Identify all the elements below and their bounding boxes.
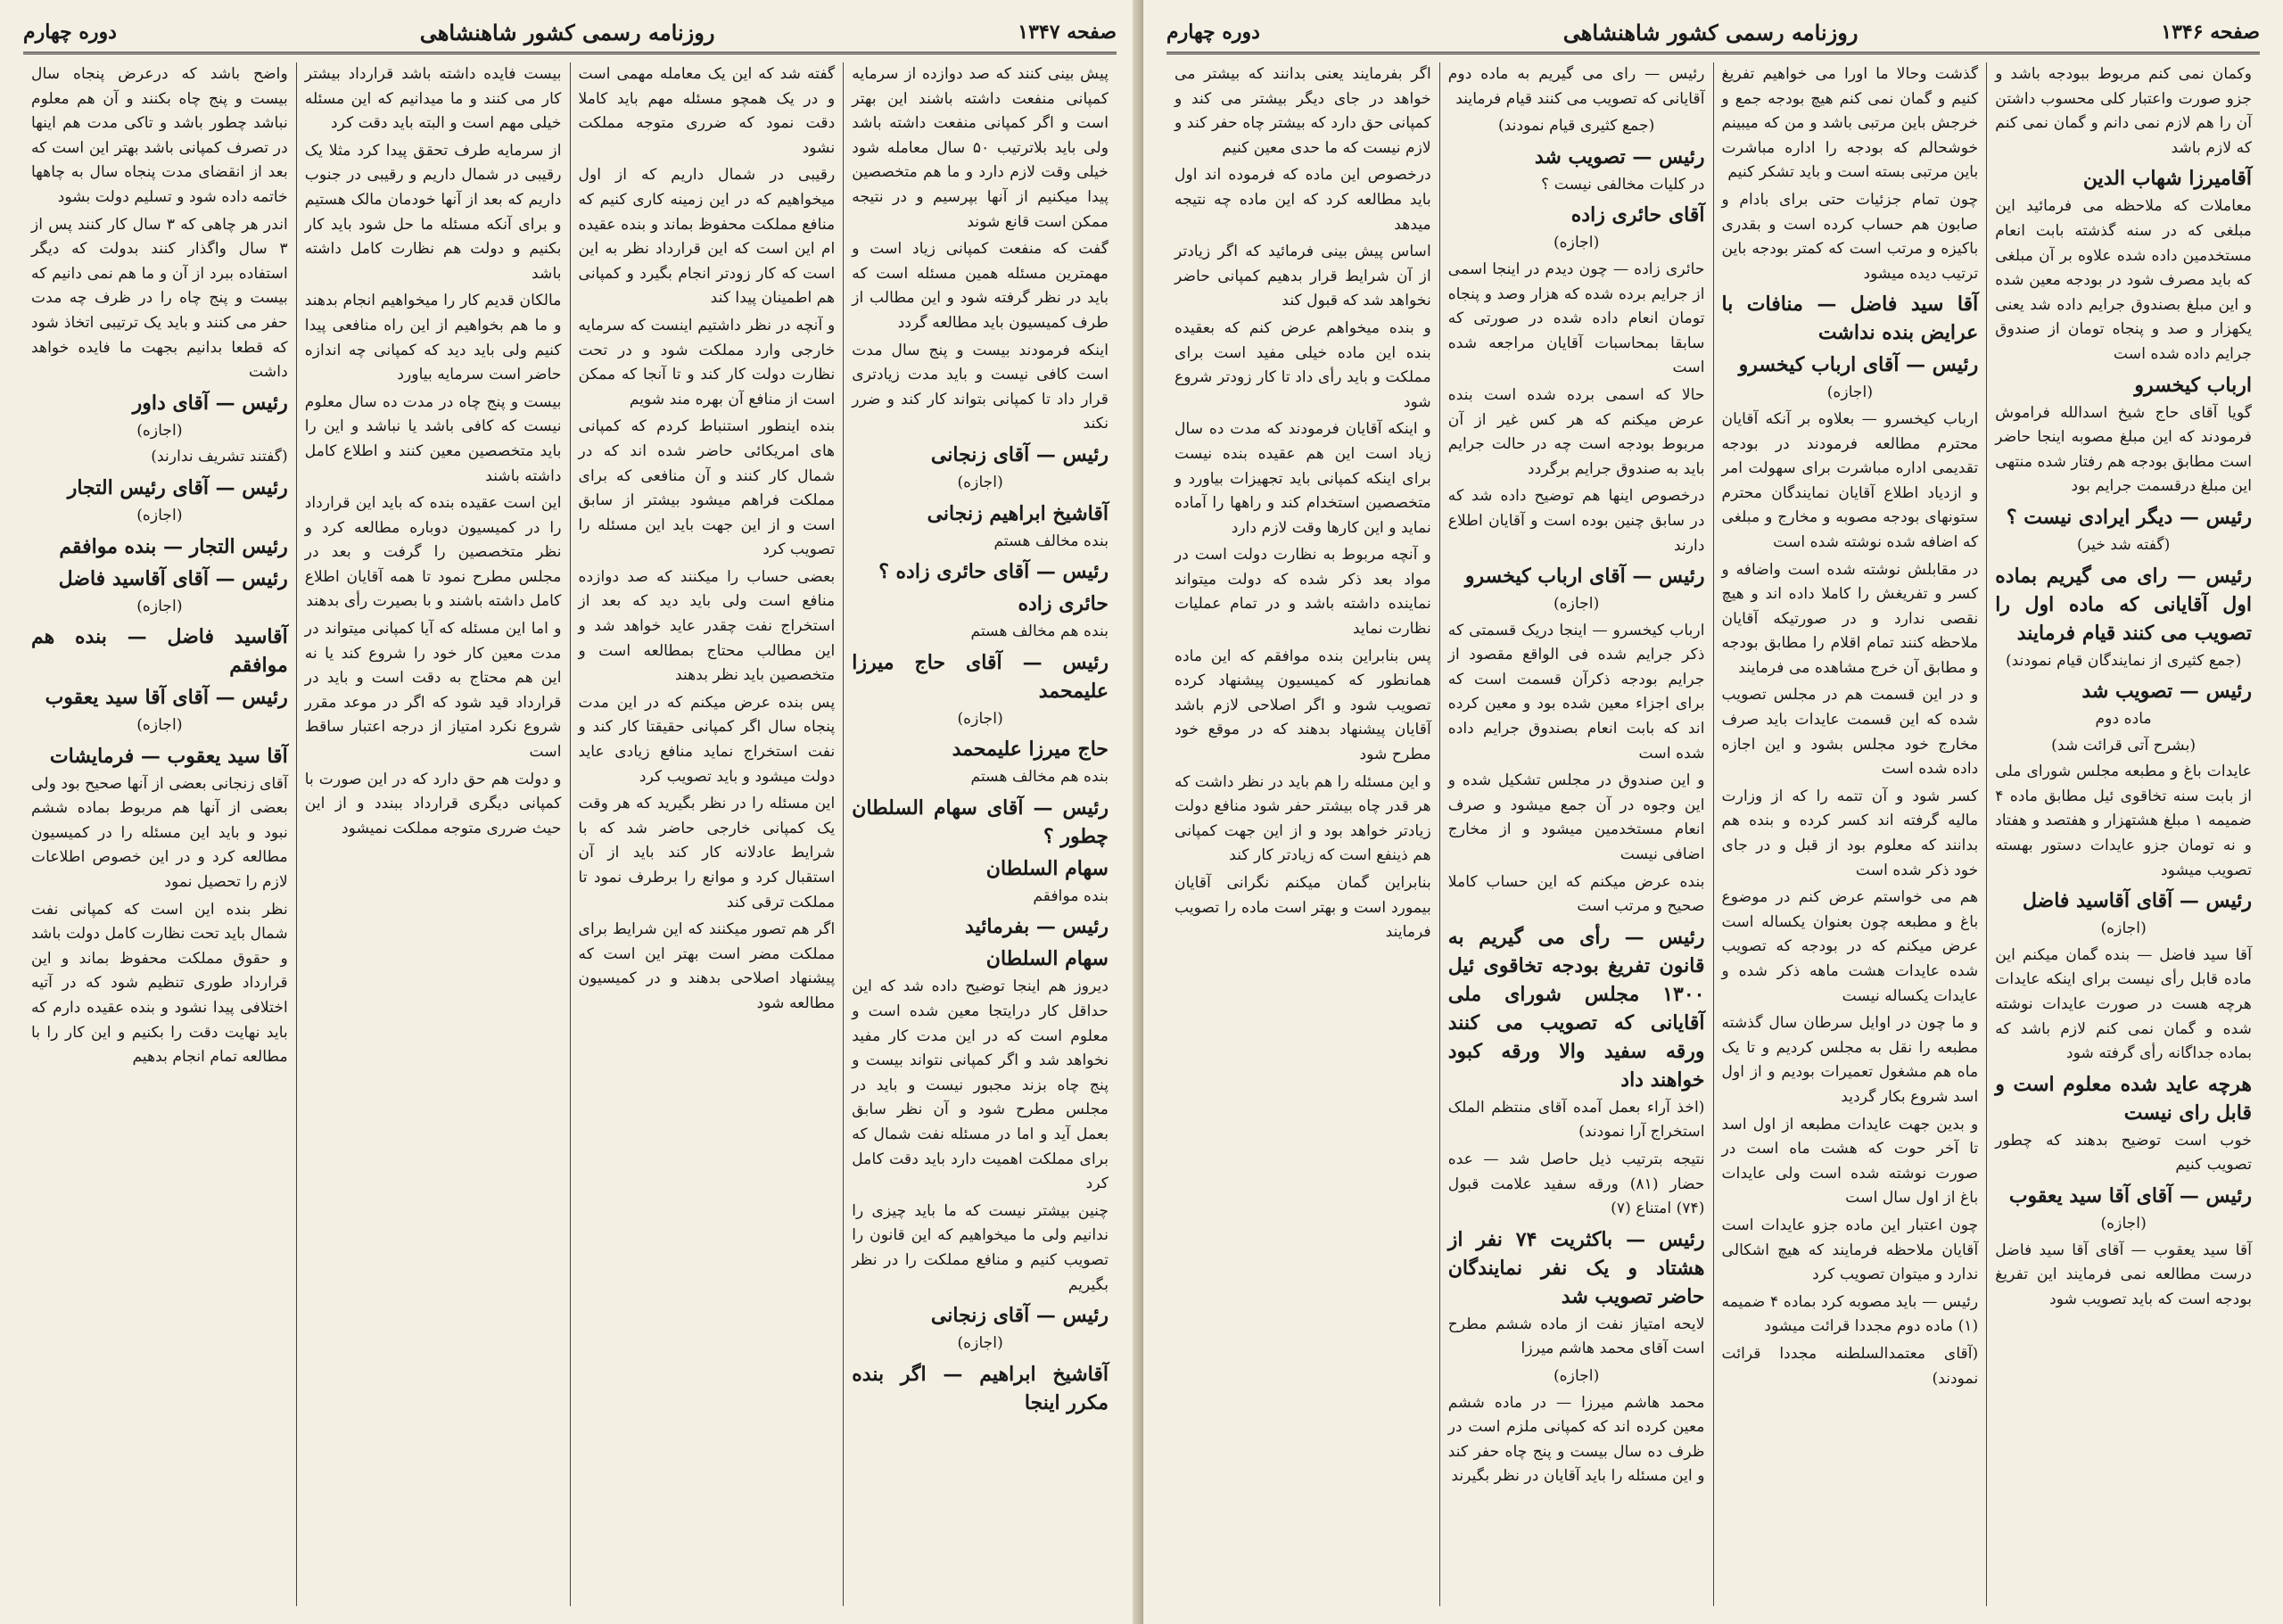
text-column [23, 62, 296, 1606]
speaker-heading: آقاسید فاضل — بنده هم موافقم [31, 625, 288, 678]
centered-note: (اجازه) [136, 506, 183, 524]
paragraph: مالکان قدیم کار را میخواهیم انجام بدهند و ما هم بخواهیم از این راه منافعی پیدا کنیم ولی باید دید که کمپانی چه اندازه حاضر است سرمایه بیاورد [304, 292, 562, 384]
text-column [843, 62, 1117, 1606]
edition-label: دوره چهارم [1166, 21, 1260, 44]
paragraph: (اخذ آراء بعمل آمده آقای منتظم الملک استخراج آرا نمودند) [1447, 1098, 1705, 1142]
paragraph: گذشت وحالا ما اورا می خواهیم تفریغ کنیم و گمان نمی کنم هیچ بودجه جمع و خرجش باین مرتبی باشد و من که میبینم خوشحالم که بودجه را اداره مباشرت باین مرتبی بسته است و باید تشکر کنیم [1721, 65, 1979, 182]
speaker-heading: رئیس — آقای آقا سید یعقوب [45, 686, 288, 710]
speaker-heading: رئیس — آقای آقاسید فاضل [2022, 889, 2252, 913]
speaker-heading: رئیس — آقای حاج میرزا علیمحمد [852, 650, 1109, 703]
speaker-heading: رئیس — آقای زنجانی [930, 442, 1109, 466]
centered-note: (اجازه) [136, 421, 183, 440]
paragraph: بنده هم مخالف هستم [970, 622, 1109, 641]
centered-note: (اجازه) [957, 1334, 1003, 1353]
speaker-heading: آقاشیخ ابراهیم — اگر بنده مکرر اینجا [852, 1362, 1109, 1414]
paragraph: خوب است توضیح بدهند که چطور تصویب کنیم [1995, 1131, 2252, 1175]
paragraph: و اینکه آقایان فرمودند که مدت ده سال زیاد است این هم عقیده بنده نیست برای اینکه کمپانی باید تجهیزات بیاورد و متخصصین استخدام کند و راهها را آماده نماید و این کارها وقت لازم دارد [1174, 420, 1431, 537]
newspaper-title: روزنامه رسمی کشور شاهنشاهی [419, 19, 715, 45]
speaker-heading: رئیس — آقای حائری زاده ؟ [878, 560, 1109, 584]
speaker-heading: رئیس — رای می گیریم بماده اول آقایانی که ماده اول را تصویب می کنند قیام فرمایند [1995, 564, 2252, 645]
centered-note: (گفته شد خیر) [2076, 535, 2171, 554]
right-page [1143, 0, 2283, 1624]
paragraph: حائری زاده — چون دیدم در اینجا اسمی از جرایم برده شده که هزار وصد و پنجاه تومان انعام داده شده در صورتی که سابقا بمحاسبات آقایان مراجعه شده است [1447, 260, 1705, 377]
paragraph: آقا سید یعقوب — آقای آقا سید فاضل درست مطالعه نمی فرمایند این تفریغ بودجه است که باید تصویب شود [1995, 1241, 2252, 1308]
left-page-columns [23, 62, 1117, 1606]
centered-note: (اجازه) [1553, 234, 1600, 252]
speaker-heading: رئیس — آقای ارباب کیخسرو [1738, 353, 1979, 377]
paragraph: حالا که اسمی برده شده است بنده عرض میکنم که هر کس غیر از آن مربوط بودجه است چه در حالت جرایم باید به صندوق جرایم برگردد [1447, 385, 1705, 478]
text-column [296, 62, 570, 1606]
paragraph: محمد هاشم میرزا — در ماده ششم معین کرده اند که کمپانی ملزم است در ظرف ده سال بیست و پنج چاه حفر کند و این مسئله را باید آقایان در نظر بگیرند [1447, 1393, 1705, 1486]
paragraph: معاملات که ملاحظه می فرمائید این مبلغی که در سنه گذشته بابت انعام مستخدمین داده شده علاوه بر آن مبلغی که باید مصرف شود در بودجه معین شده و این مبلغ بصندوق جرایم داده شد یعنی یکهزار و صد و پنجاه تومان از صندوق جرایم داده شده است [1995, 197, 2252, 363]
paragraph: و این مسئله را هم باید در نظر داشت که هر قدر چاه بیشتر حفر شود منافع دولت زیادتر خواهد بود و از این جهت کمپانی هم ذینفع است که زیادتر کار کند [1174, 772, 1431, 865]
paragraph: پس بنده عرض میکنم که در این مدت پنجاه سال اگر کمپانی حقیقتا کار کند و نفت استخراج نماید منافع زیادی عاید دولت میشود و باید تصویب کرد [578, 693, 836, 786]
paragraph: بیست فایده داشته باشد قرارداد بیشتر کار می کنند و ما میدانیم که این مسئله خیلی مهم است و البته باید دقت کرد [304, 65, 562, 133]
paragraph: و دولت هم حق دارد که در این صورت با کمپانی دیگری قرارداد ببندد و از این حیث ضرری متوجه مملکت نمیشود [304, 770, 562, 837]
text-column [570, 62, 844, 1606]
speaker-heading: رئیس — آقای سهام السلطان چطور ؟ [852, 796, 1109, 848]
paragraph: اگر بفرمایند یعنی بدانند که بیشتر می خواهد در جای دیگر بیشتر می کند و کمپانی حق دارد که بیشتر چاه حفر کند و لازم نیست که ما حدی معین کنیم [1174, 65, 1431, 157]
left-page [0, 0, 1140, 1624]
paragraph: و آنچه در نظر داشتیم اینست که سرمایه خارجی وارد مملکت شود و در تحت نظارت دولت کار کند و تا آنجا که ممکن است از منافع آن بهره مند شویم [578, 316, 836, 408]
speaker-heading: سهام السلطان [985, 947, 1109, 971]
speaker-heading: رئیس — آقای زنجانی [930, 1304, 1109, 1328]
centered-note: (اجازه) [2100, 1215, 2147, 1232]
paragraph: دیروز هم اینجا توضیح داده شد که این حداقل کار درایتجا معین شده است و معلوم است که در این مدت کار مفید نخواهد شد و اگر کمپانی نتواند بیست و پنج چاه بزند مجبور نیست و باید در مجلس مطرح شود و آن نظر سابق بعمل آید و اما در مسئله نفت شمال که برای مملکت اهمیت دارد باید دقت کامل کرد [852, 977, 1109, 1193]
speaker-heading: آقای حائری زاده [1570, 203, 1705, 227]
speaker-heading: رئیس — بفرمائید [965, 915, 1109, 939]
page-number: صفحه ۱۳۴۶ [2161, 21, 2260, 44]
paragraph: رئیس — رای می گیریم به ماده دوم آقایانی که تصویب می کنند قیام فرمایند [1447, 65, 1705, 108]
newspaper-title: روزنامه رسمی کشور شاهنشاهی [1562, 19, 1859, 45]
paragraph: این است عقیده بنده که باید این قرارداد را در کمیسیون دوباره مطالعه کرد و نظر متخصصین را گرفت و بعد در مجلس مطرح نمود تا همه آقایان اطلاع کامل داشته باشند و با بصیرت رأی بدهند [304, 494, 562, 611]
paragraph: رقیبی در شمال داریم که از اول میخواهیم که در این زمینه کاری کنیم که منافع مملکت محفوظ بماند و بنده عقیده ام این است که این قرارداد نظر به این است که کار زودتر انجام بگیرد و کمپانی هم اطمینان پیدا کند [578, 166, 836, 308]
speaker-heading: رئیس — تصویب شد [1534, 144, 1705, 169]
paragraph: گفته شد که این یک معامله مهمی است و در یک همچو مسئله مهم باید کاملا دقت نمود که ضرری متوجه مملکت نشود [578, 65, 836, 157]
paragraph: درخصوص این ماده که فرموده اند اول باید مطالعه کرد که این ماده چه نتیجه میدهد [1174, 166, 1431, 234]
paragraph: بنابراین گمان میکنم نگرانی آقایان بیمورد است و بهتر است ماده را تصویب فرمایند [1174, 874, 1431, 942]
centered-note: (اجازه) [1553, 595, 1600, 614]
paragraph: بنده عرض میکنم که این حساب کاملا صحیح و مرتب است [1447, 872, 1705, 916]
paragraph: آقای زنجانی بعضی از آنها صحیح بود ولی بعضی از آنها هم مربوط بماده ششم نبود و باید این مسئله را در کمیسیون مطالعه کرد و در این خصوص اطلاعات لازم را تحصیل نمود [31, 774, 288, 892]
paragraph: در کلیات مخالفی نیست ؟ [1541, 175, 1705, 194]
paragraph: بعضی حساب را میکنند که صد دوازده منافع است ولی باید دید که بعد از استخراج نفت چقدر عاید خواهد شد و این مطالب محتاج بمطالعه است و متخصصین باید نظر بدهند [578, 567, 836, 685]
left-page-header [23, 12, 1117, 54]
paragraph: نتیجه بترتیب ذیل حاصل شد — عده حضار (۸۱) ورقه سفید علامت قبول (۷۴) امتناع (۷) [1447, 1150, 1705, 1218]
speaker-heading: آقاشیخ ابراهیم زنجانی [927, 501, 1109, 525]
right-page-header [1166, 12, 2260, 54]
speaker-heading: رئیس — آقای آقاسید فاضل [58, 566, 288, 590]
speaker-heading: رئیس — آقای آقا سید یعقوب [2008, 1184, 2252, 1208]
paragraph: این مسئله را در نظر بگیرید که هر وقت یک کمپانی خارجی حاضر شد که با شرایط عادلانه کار کند باید از آن استقبال کرد و موانع را برطرف نمود تا مملکت ترقی کند [578, 795, 836, 911]
centered-note: (جمع کثیری از نمایندگان قیام نمودند) [2005, 651, 2242, 670]
centered-note: (اجازه) [957, 473, 1003, 491]
centered-note: ماده دوم [2095, 710, 2152, 729]
speaker-heading: رئیس — تصویب شد [2081, 680, 2252, 704]
speaker-heading: رئیس — آقای داور [132, 391, 288, 415]
speaker-heading: حائری زاده [1018, 592, 1109, 616]
speaker-heading: سهام السلطان [985, 856, 1109, 880]
paragraph: و این صندوق در مجلس تشکیل شده و این وجوه در آن جمع میشود و صرف انعام مستخدمین میشود و از مخارج اضافی نیست [1447, 771, 1705, 864]
paragraph: چنین بیشتر نیست که ما باید چیزی را ندانیم ولی ما میخواهیم که این قانون را تصویب کنیم و منافع مملکت را در نظر بگیریم [852, 1201, 1109, 1294]
speaker-heading: رئیس — آقای رئیس التجار [67, 475, 288, 499]
speaker-heading: ارباب کیخسرو [2134, 373, 2252, 397]
paragraph: و بنده میخواهم عرض کنم که بعقیده بنده این ماده خیلی مفید است برای مملکت و باید رأی داد تا کار زودتر شروع شود [1174, 318, 1431, 411]
paragraph: اگر هم تصور میکنند که این شرایط برای مملکت مضر است بهتر این است که پیشنهاد اصلاحی بدهند و در کمیسیون مطالعه شود [578, 920, 836, 1012]
paragraph: و در این قسمت هم در مجلس تصویب شده که این قسمت عایدات باید صرف مخارج خود مجلس بشود و این اجازه داده شده است [1721, 686, 1979, 779]
paragraph: (آقای معتمدالسلطنه مجددا قرائت نمودند) [1721, 1344, 1979, 1388]
paragraph: (گفتند تشریف ندارند) [151, 448, 288, 466]
centered-note: (اجازه) [136, 716, 183, 735]
paragraph: چون اعتبار این ماده جزو عایدات است آقایان ملاحظه فرمایند که هیچ اشکالی ندارد و میتوان تصویب کرد [1721, 1216, 1979, 1284]
centered-note: (اجازه) [136, 597, 183, 615]
speaker-heading: رئیس التجار — بنده موافقم [59, 534, 288, 558]
paragraph: ارباب کیخسرو — اینجا دریک قسمتی که ذکر جرایم شده فی الواقع مقصود از جرایم بودجه ذکرآن قسمت است که برای اجزاء معین شده بود و معین کرده اند که بابت انعام بصندوق جرایم داده شده است [1447, 621, 1705, 763]
paragraph: بنده مخالف هستم [993, 532, 1109, 550]
centered-note: (اجازه) [957, 709, 1003, 728]
right-page-columns [1166, 62, 2260, 1606]
paragraph: عایدات باغ و مطبعه مجلس شورای ملی از بابت سنه تخاقوی ئیل مطابق ماده ۴ ضمیمه ۱ مبلغ هشتهزار و هفتصد و هفتاد و نه تومان جزو عایدات دستور بهسته تصویب میشود [1995, 763, 2252, 879]
page-number: صفحه ۱۳۴۷ [1018, 21, 1117, 44]
text-column [1166, 62, 1439, 1606]
paragraph: از سرمایه طرف تحقق پیدا کرد مثلا یک رقیبی در شمال داریم و رقیبی در جنوب داریم که بعد از آنها خودمان مالک هستیم و برای آنکه مسئله ما حل شود باید کار بکنیم و دولت هم نظارت کامل داشته باشد [304, 141, 562, 283]
paragraph: گفت که منفعت کمپانی زیاد است و مهمترین مسئله همین مسئله است که باید در نظر گرفته شود و این مطالب از طرف کمیسیون باید مطالعه گردد [852, 240, 1109, 332]
speaker-heading: حاج میرزا علیمحمد [952, 738, 1109, 762]
speaker-heading: آقا سید یعقوب — فرمایشات [49, 744, 288, 768]
paragraph: وکمان نمی کنم مربوط ببودجه باشد و جزو صورت واعتبار کلی محسوب داشتن آن را هم لازم نمی دانم و گمان نمی کنم که لازم باشد [1995, 65, 2252, 157]
text-column [1439, 62, 1713, 1606]
paragraph: اینکه فرمودند بیست و پنج سال مدت است کافی نیست و باید مدت زیادتری قرار داد تا کمپانی بتواند کار کند و ضرر نکند [852, 341, 1109, 433]
paragraph: بنده هم مخالف هستم [970, 768, 1109, 787]
paragraph: هم می خواستم عرض کنم در موضوع باغ و مطبعه چون بعنوان یکساله است عرض میکنم که در بودجه که تصویب شده عایدات هشت ماهه ذکر شده و عایدات یکساله نیست [1721, 888, 1979, 1005]
paragraph: رئیس — باید مصوبه کرد بماده ۴ ضمیمه (۱) ماده دوم مجددا قرائت میشود [1721, 1292, 1979, 1336]
paragraph: کسر شود و آن تتمه را که از وزارت مالیه گرفته اند کسر کرده و بنده هم بدانند که معلوم بود از قبل و در جای خود ذکر شده است [1721, 787, 1979, 879]
paragraph: و ما چون در اوایل سرطان سال گذشته مطبعه را نقل به مجلس کردیم و تا یک ماه هم مشغول تعمیرات بودیم و از اول اسد شروع بکار گردید [1721, 1014, 1979, 1106]
paragraph: و بدین جهت عایدات مطبعه از اول اسد تا آخر حوت که هشت ماه است در صورت نوشته شده است ولی عایدات باغ از اول سال است [1721, 1115, 1979, 1208]
paragraph: بیست و پنج چاه در مدت ده سال معلوم نیست که کافی باشد یا نباشد و این را باید متخصصین معین کنند و اطلاع کامل داشته باشند [304, 392, 562, 485]
paragraph: در مقابلش نوشته شده است واضافه و کسر و تفریغش را کاملا داده اند و هیچ نقصی ندارد و در صورتیکه آقایان ملاحظه کنند تمام اقلام را مطابق بودجه و مطابق آن خرج مشاهده می فرمایند [1721, 560, 1979, 677]
speaker-heading: رئیس — آقای ارباب کیخسرو [1464, 565, 1705, 589]
paragraph: پیش بینی کنند که صد دوازده از سرمایه کمپانی منفعت داشته باشند این بهتر است و اگر کمپانی منفعت داشته باشد ولی باید بلاترتیب ۵۰ سال معامله شود خیلی وقت لازم دارد و ما هم متخصصین پیدا میکنیم از آنها بپرسیم و در نتیجه ممکن است قانع شوند [852, 65, 1109, 231]
paragraph: بنده اینطور استنباط کردم که کمپانی های امریکائی حاضر شده اند که در شمال کار کنند و آن منافعی که برای مملکت فراهم میشود بیشتر از سابق است و از این جهت باید این مسئله را تصویب کرد [578, 417, 836, 559]
paragraph: نظر بنده این است که کمپانی نفت شمال باید تحت نظارت کامل دولت باشد و حقوق مملکت محفوظ بماند و این قرارداد طوری تنظیم شود که در آتیه اختلافی پیدا نشود و بنده عقیده دارم که باید نهایت دقت را بکنیم و این کار را با مطالعه تمام انجام بدهیم [31, 900, 288, 1067]
paragraph: آقا سید فاضل — بنده گمان میکنم این ماده قابل رأی نیست برای اینکه عایدات هرچه هست در صورت عایدات نوشته شده و گمان نمی کنم لازم باشد که بماده جداگانه رأی گرفته شود [1995, 945, 2252, 1063]
centered-note: (اجازه) [1553, 1366, 1600, 1385]
speaker-heading: رئیس — رأی می گیریم به قانون تفریغ بودجه تخاقوی ئیل ۱۳۰۰ مجلس شورای ملی آقایانی که تصویب می کنند ورقه سفید والا ورقه کبود خواهند داد [1447, 925, 1705, 1092]
speaker-heading: رئیس — باکثریت ۷۴ نفر از هشتاد و یک نفر نمایندگان حاضر تصویب شد [1447, 1227, 1705, 1308]
paragraph: پس بنابراین بنده موافقم که این ماده همانطور که کمیسیون پیشنهاد کرده تصویب شود و اگر اصلاحی لازم باشد آقایان پیشنهاد بدهند که در موقع خود مطرح شود [1174, 647, 1431, 764]
paragraph: درخصوص اینها هم توضیح داده شد که در سابق چنین بوده است و آقایان اطلاع دارند [1447, 487, 1705, 555]
paragraph: ارباب کیخسرو — بعلاوه بر آنکه آقایان محترم مطالعه فرمودند در بودجه تقدیمی اداره مباشرت برای سهولت امر و ازدیاد اطلاع آقایان نمایندگان محترم ستونهای بودجه مصوبه و مخارج و مبلغی که اضافه شده نوشته شده است [1721, 409, 1979, 551]
centered-note: (بشرح آتی قرائت شد) [2051, 736, 2196, 754]
paragraph: و آنچه مربوط به نظارت دولت است در مواد بعد ذکر شده که دولت میتواند نماینده داشته باشد و در تمام عملیات نظارت نماید [1174, 546, 1431, 639]
centered-note: (جمع کثیری قیام نمودند) [1497, 117, 1655, 136]
paragraph: لایحه امتیاز نفت از ماده ششم مطرح است آقای محمد هاشم میرزا [1447, 1315, 1705, 1358]
speaker-heading: هرچه عاید شده معلوم است و قابل رای نیست [1995, 1072, 2252, 1125]
paragraph: بنده موافقم [1033, 886, 1109, 905]
paragraph: واضح باشد که درعرض پنجاه سال بیست و پنج چاه بکنند و آن هم معلوم نباشد چطور باشد و تاکی مدت هم اینها در تصرف کمپانی باشد بهتر این است که بعد از انقضای مدت پنجاه سال به چاهها خاتمه داده شود و تسلیم دولت بشود [31, 65, 288, 206]
paragraph: گویا آقای حاج شیخ اسدالله فراموش فرمودند که این مبلغ مصوبه اینجا حاضر است مطابق بودجه هم رفتار شده منتهی این مبلغ درقسمت جرایم بود [1995, 403, 2252, 496]
edition-label: دوره چهارم [23, 21, 117, 44]
speaker-heading: آقامیرزا شهاب الدین [2082, 167, 2252, 191]
centered-note: (اجازه) [1826, 383, 1874, 402]
paragraph: چون تمام جزئیات حتی برای بادام و صابون هم حساب کرده است و بقدری باکیزه و مرتب است که کمتر بودجه باین ترتیب دیده میشود [1721, 190, 1979, 283]
speaker-heading: رئیس — دیگر ایرادی نیست ؟ [2006, 505, 2252, 529]
speaker-heading: آقا سید فاضل — منافات با عرایض بنده نداشت [1721, 293, 1979, 345]
centered-note: (اجازه) [2100, 919, 2147, 938]
text-column [1986, 62, 2260, 1606]
paragraph: اندر هر چاهی که ۳ سال کار کنند پس از ۳ سال واگذار کنند بدولت که دیگر استفاده ببرد از آن و ما هم نمی دانیم که بیست و پنج چاه را در ظرف چه مدت حفر می کنند و باید یک ترتیبی اتخاذ شود که قطعا بدانیم بجهت ما فایده خواهد داشت [31, 215, 288, 382]
paragraph: و اما این مسئله که آیا کمپانی میتواند در مدت معین کار خود را شروع کند یا نه این هم محتاج به دقت است و باید در قرارداد قید شود که اگر در موعد مقرر شروع نکرد امتیاز از درجه اعتبار ساقط است [304, 620, 562, 762]
paragraph: اساس پیش بینی فرمائید که اگر زیادتر از آن شرایط قرار بدهیم کمپانی حاضر نخواهد شد که قبول کند [1174, 243, 1431, 310]
text-column [1713, 62, 1987, 1606]
